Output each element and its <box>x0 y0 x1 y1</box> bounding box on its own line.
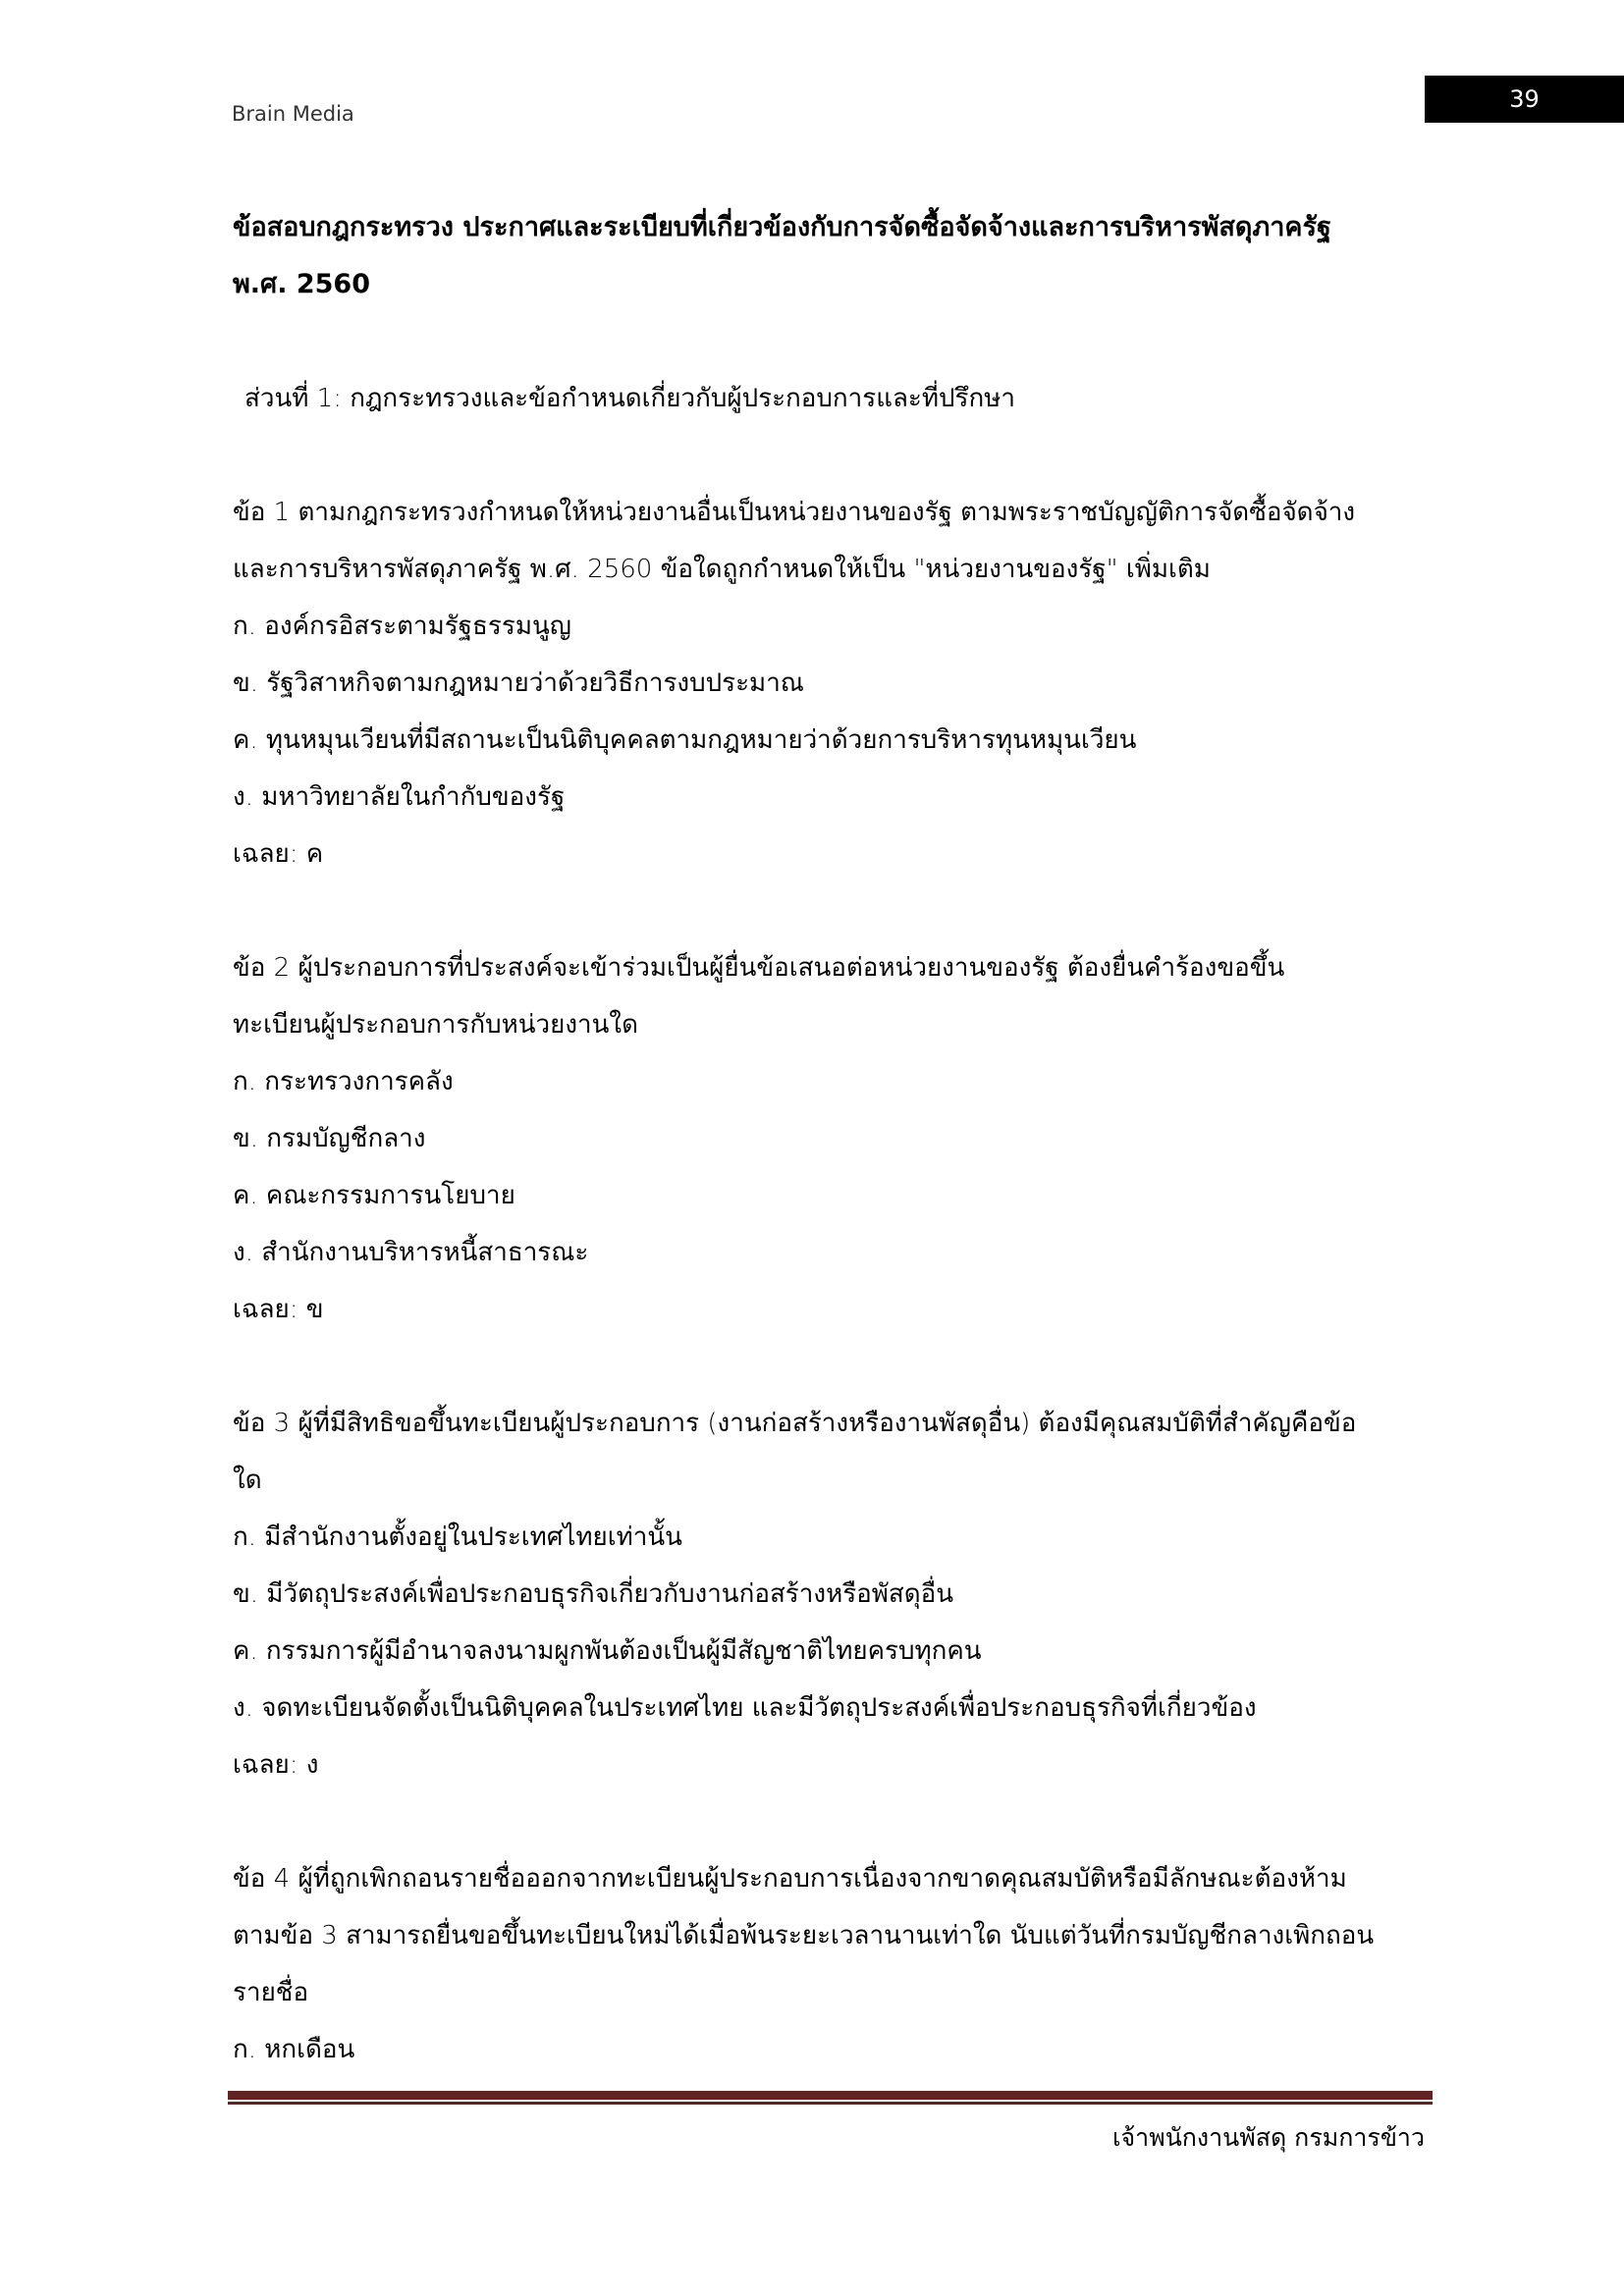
footer-text: เจ้าพนักงานพัสดุ กรมการข้าว <box>1111 2123 1425 2152</box>
header-brand: Brain Media <box>232 102 354 126</box>
answer: เฉลย: ค <box>233 839 324 869</box>
question-text: รายชื่อ <box>233 1978 309 2007</box>
document-body <box>233 199 1440 2078</box>
choice-d: ง. มหาวิทยาลัยในกำกับของรัฐ <box>233 782 566 812</box>
question-text: และการบริหารพัสดุภาครัฐ พ.ศ. 2560 ข้อใดถูกกำหนดให้เป็น "หน่วยงานของรัฐ" เพิ่มเติม <box>233 555 1211 584</box>
question-text: ใด <box>233 1466 262 1495</box>
answer: เฉลย: ง <box>233 1750 319 1780</box>
page-number: 39 <box>1509 85 1540 113</box>
footer-divider-thick <box>228 2091 1433 2100</box>
spacer <box>233 427 1440 484</box>
choice-c: ค. กรรมการผู้มีอำนาจลงนามผูกพันต้องเป็นผู้มีสัญชาติไทยครบทุกคน <box>233 1636 982 1666</box>
question-text: ข้อ 1 ตามกฎกระทรวงกำหนดให้หน่วยงานอื่นเป็นหน่วยงานของรัฐ ตามพระราชบัญญัติการจัดซื้อจัดจ้าง <box>233 498 1356 527</box>
choice-a: ก. กระทรวงการคลัง <box>233 1067 454 1096</box>
title-line: ข้อสอบกฎกระทรวง ประกาศและระเบียบที่เกี่ยวข้องกับการจัดซื้อจัดจ้างและการบริหารพัสดุภาครัฐ <box>233 212 1331 242</box>
question-text: ข้อ 2 ผู้ประกอบการที่ประสงค์จะเข้าร่วมเป็นผู้ยื่นข้อเสนอต่อหน่วยงานของรัฐ ต้องยื่นคำร้องขอขึ้น <box>233 953 1285 983</box>
document-title <box>233 199 1440 313</box>
question-3 <box>233 1395 1440 1793</box>
choice-d: ง. สำนักงานบริหารหนี้สาธารณะ <box>233 1238 589 1267</box>
footer-divider-thin <box>228 2102 1433 2105</box>
page-number-badge <box>1425 76 1624 123</box>
question-4 <box>233 1850 1440 2078</box>
choice-b: ข. กรมบัญชีกลาง <box>233 1124 426 1153</box>
question-text: ตามข้อ 3 สามารถยื่นขอขึ้นทะเบียนใหม่ได้เมื่อพ้นระยะเวลานานเท่าใด นับแต่วันที่กรมบัญชีกลางเพิกถอน <box>233 1921 1375 1950</box>
choice-b: ข. รัฐวิสาหกิจตามกฎหมายว่าด้วยวิธีการงบประมาณ <box>233 668 804 698</box>
question-1 <box>233 484 1440 882</box>
question-text: ข้อ 3 ผู้ที่มีสิทธิขอขึ้นทะเบียนผู้ประกอบการ (งานก่อสร้างหรืองานพัสดุอื่น) ต้องมีคุณสมบัติที่สำคัญคือข้อ <box>233 1409 1357 1438</box>
spacer <box>233 313 1440 370</box>
section-heading: ส่วนที่ 1: กฎกระทรวงและข้อกำหนดเกี่ยวกับผู้ประกอบการและที่ปรึกษา <box>244 384 1015 413</box>
question-text: ข้อ 4 ผู้ที่ถูกเพิกถอนรายชื่อออกจากทะเบียนผู้ประกอบการเนื่องจากขาดคุณสมบัติหรือมีลักษณะต้องห้าม <box>233 1864 1347 1894</box>
spacer <box>233 1793 1440 1850</box>
question-2 <box>233 939 1440 1338</box>
choice-a: ก. มีสำนักงานตั้งอยู่ในประเทศไทยเท่านั้น <box>233 1522 682 1552</box>
spacer <box>233 1338 1440 1395</box>
question-text: ทะเบียนผู้ประกอบการกับหน่วยงานใด <box>233 1010 638 1040</box>
title-line: พ.ศ. 2560 <box>233 269 370 299</box>
choice-c: ค. คณะกรรมการนโยบาย <box>233 1181 515 1210</box>
choice-a: ก. องค์กรอิสระตามรัฐธรรมนูญ <box>233 612 571 641</box>
spacer <box>233 882 1440 939</box>
answer: เฉลย: ข <box>233 1295 324 1324</box>
choice-a: ก. หกเดือน <box>233 2035 355 2064</box>
choice-c: ค. ทุนหมุนเวียนที่มีสถานะเป็นนิติบุคคลตามกฎหมายว่าด้วยการบริหารทุนหมุนเวียน <box>233 725 1137 755</box>
choice-b: ข. มีวัตถุประสงค์เพื่อประกอบธุรกิจเกี่ยวกับงานก่อสร้างหรือพัสดุอื่น <box>233 1579 954 1609</box>
choice-d: ง. จดทะเบียนจัดตั้งเป็นนิติบุคคลในประเทศไทย และมีวัตถุประสงค์เพื่อประกอบธุรกิจที่เกี่ยวข้อง <box>233 1693 1257 1723</box>
